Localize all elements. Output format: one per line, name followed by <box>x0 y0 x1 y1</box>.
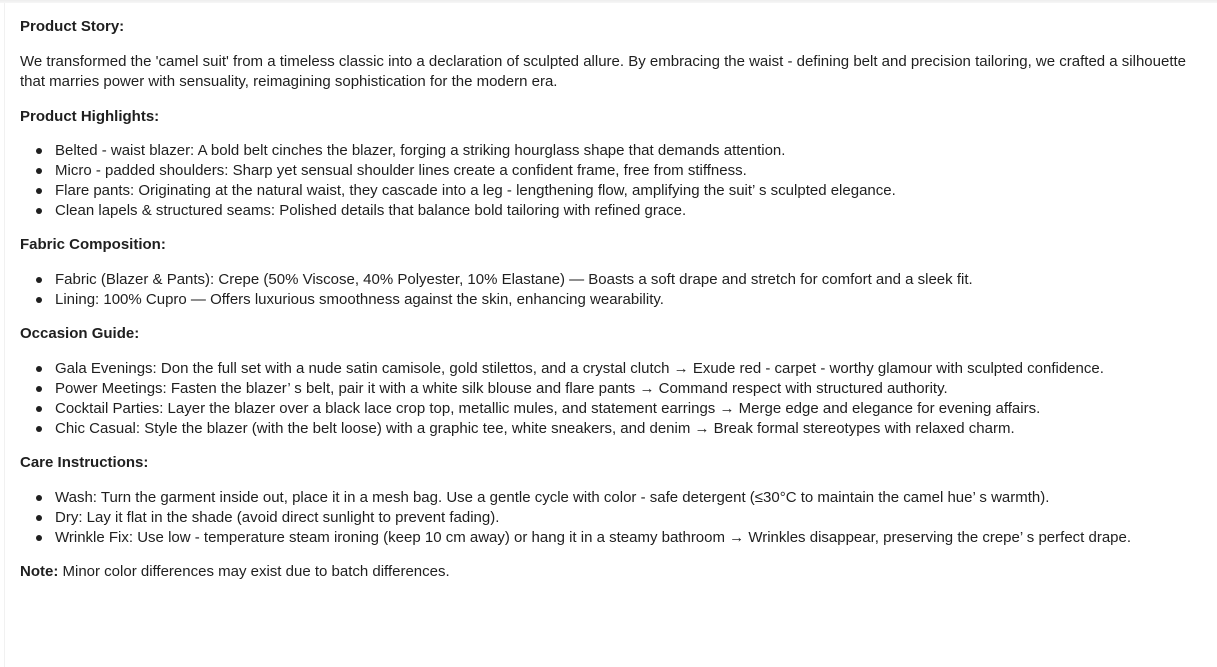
occasion-heading: Occasion Guide: <box>20 325 140 342</box>
top-border <box>0 0 1217 3</box>
list-item: Wrinkle Fix: Use low - temperature steam ironing (keep 10 cm away) or hang it in a steamy bathroom → Wrinkles disappear, preserving the crepe’ s perfect drape. <box>20 528 1205 548</box>
list-item: Fabric (Blazer & Pants): Crepe (50% Viscose, 40% Polyester, 10% Elastane) — Boasts a soft drape and stretch for comfort and a sleek fit. <box>20 270 1205 290</box>
note-text: Minor color differences may exist due to batch differences. <box>58 563 450 580</box>
note <box>20 562 1205 582</box>
highlights-heading: Product Highlights: <box>20 108 160 125</box>
list-item: Flare pants: Originating at the natural waist, they cascade into a leg - lengthening flow, amplifying the suit’ s sculpted elegance. <box>20 181 1205 201</box>
list-item: Gala Evenings: Don the full set with a nude satin camisole, gold stilettos, and a crystal clutch → Exude red - carpet - worthy glamour with sculpted confidence. <box>20 359 1205 379</box>
story-text: We transformed the 'camel suit' from a timeless classic into a declaration of sculpted allure. By embracing the waist - defining belt and precision tailoring, we crafted a silhouette that marries power with sensuality, reimagining sophistication for the modern era. <box>20 53 1187 90</box>
care-list <box>20 488 1205 548</box>
occasion-list <box>20 359 1205 439</box>
list-item: Chic Casual: Style the blazer (with the belt loose) with a graphic tee, white sneakers, and denim → Break formal stereotypes with relaxed charm. <box>20 419 1205 439</box>
care-heading: Care Instructions: <box>20 454 149 471</box>
note-label: Note: <box>20 563 59 580</box>
left-border <box>4 3 5 667</box>
list-item: Dry: Lay it flat in the shade (avoid direct sunlight to prevent fading). <box>20 508 1205 528</box>
product-description <box>20 17 1205 582</box>
list-item: Cocktail Parties: Layer the blazer over a black lace crop top, metallic mules, and statement earrings → Merge edge and elegance for evening affairs. <box>20 399 1205 419</box>
fabric-heading: Fabric Composition: <box>20 236 166 253</box>
highlights-list <box>20 141 1205 221</box>
list-item: Clean lapels & structured seams: Polished details that balance bold tailoring with refined grace. <box>20 201 1205 221</box>
list-item: Power Meetings: Fasten the blazer’ s belt, pair it with a white silk blouse and flare pants → Command respect with structured authority. <box>20 379 1205 399</box>
list-item: Micro - padded shoulders: Sharp yet sensual shoulder lines create a confident frame, free from stiffness. <box>20 161 1205 181</box>
list-item: Wash: Turn the garment inside out, place it in a mesh bag. Use a gentle cycle with color - safe detergent (≤30°C to maintain the camel hue’ s warmth). <box>20 488 1205 508</box>
story-heading: Product Story: <box>20 18 125 35</box>
fabric-list <box>20 270 1205 310</box>
list-item: Lining: 100% Cupro — Offers luxurious smoothness against the skin, enhancing wearability. <box>20 290 1205 310</box>
list-item: Belted - waist blazer: A bold belt cinches the blazer, forging a striking hourglass shape that demands attention. <box>20 141 1205 161</box>
